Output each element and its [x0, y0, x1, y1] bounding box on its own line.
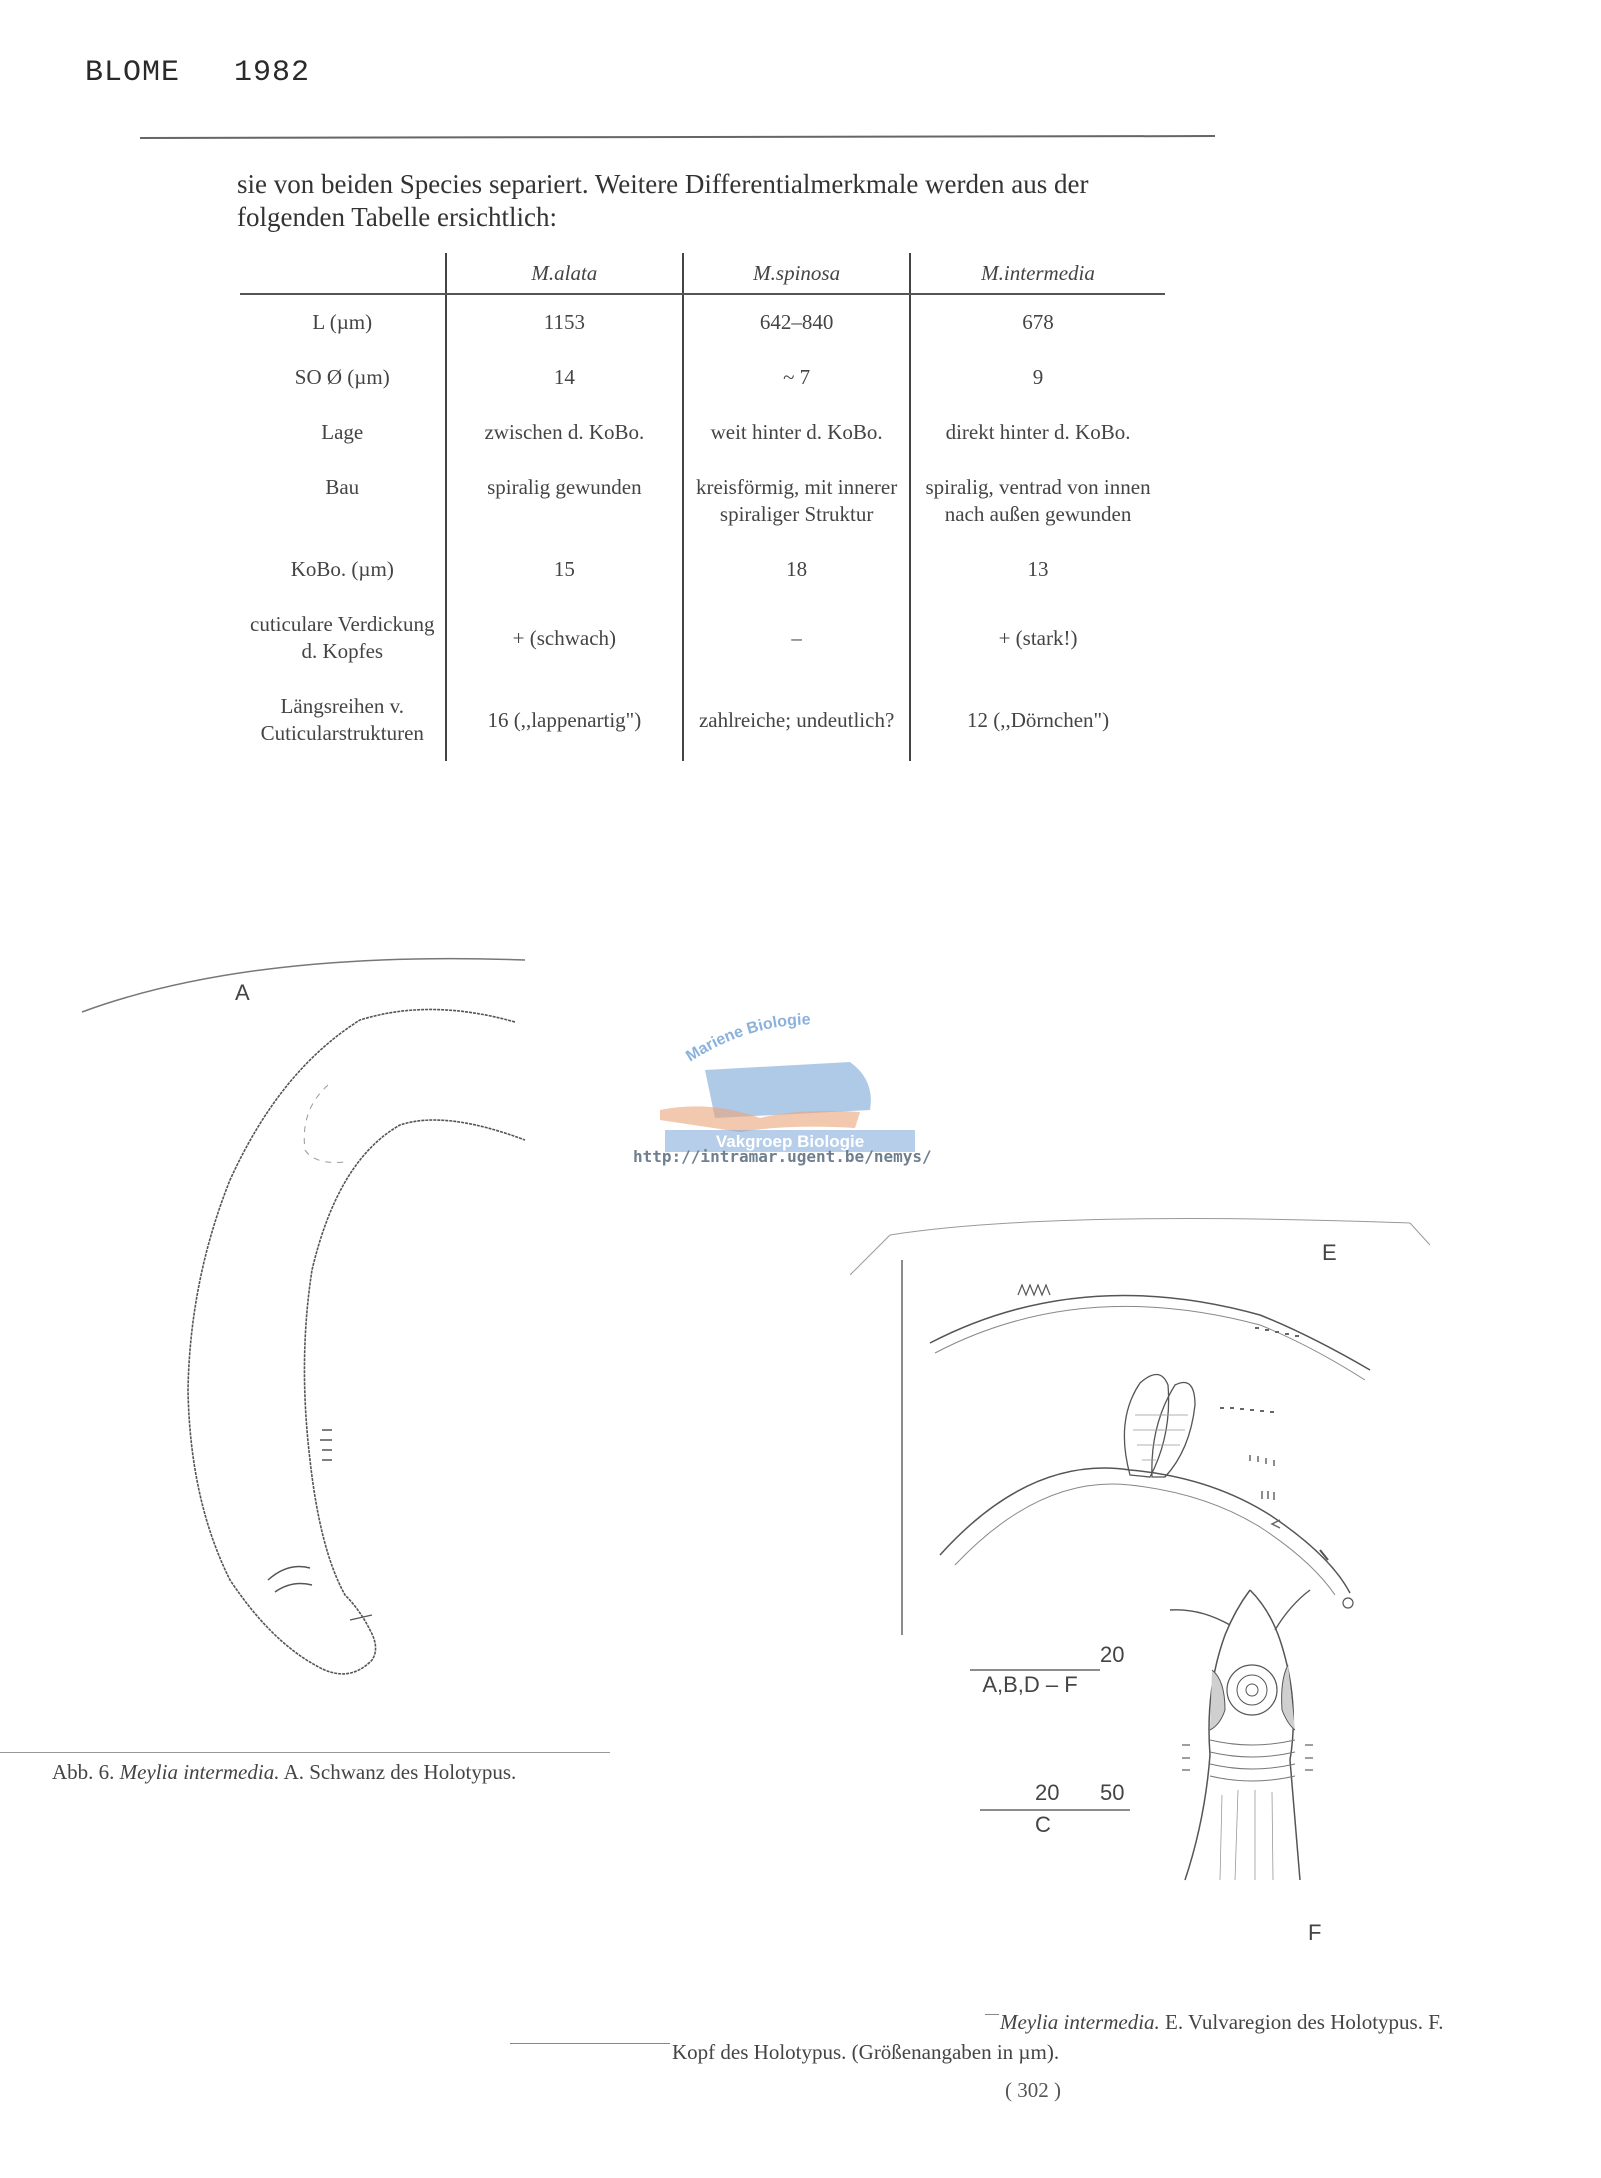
- figure-f-label: F: [1308, 1920, 1322, 1945]
- table-header-spinosa: M.spinosa: [683, 253, 910, 294]
- scale-bar-2-value-b: 50: [1100, 1780, 1125, 1805]
- scale-bars: [960, 1640, 1140, 1850]
- header-year: 1982: [234, 56, 311, 90]
- caption-species: Meylia intermedia.: [119, 1760, 280, 1784]
- table-row: [240, 542, 1165, 597]
- svg-text:Mariene Biologie: [683, 1011, 811, 1065]
- table-cell: 12 (,,Dörnchen"): [910, 679, 1165, 761]
- caption-ef-line1: E. Vulvaregion des Holotypus. F.: [1165, 2010, 1444, 2034]
- watermark-logo: [620, 1000, 960, 1170]
- table-cell: 9: [910, 350, 1165, 405]
- figure-ef-caption-line2: Kopf des Holotypus. (Größenangaben in µm).: [672, 2040, 1060, 2064]
- figure-6-caption: [52, 1760, 516, 1785]
- figure-a-label: A: [235, 980, 250, 1005]
- table-cell: direkt hinter d. KoBo.: [910, 405, 1165, 460]
- figure-e-label: E: [1322, 1240, 1337, 1265]
- header-rule: [140, 135, 1215, 139]
- table-header-row: [240, 253, 1165, 294]
- caption-ef-rule-short: [985, 2014, 999, 2015]
- table-cell: 13: [910, 542, 1165, 597]
- table-cell: 678: [910, 294, 1165, 350]
- watermark-url: http://intramar.ugent.be/nemys/: [633, 1147, 932, 1166]
- scale-bar-2-label: C: [1035, 1812, 1051, 1837]
- table-row: [240, 597, 1165, 679]
- page-number: ( 302 ): [1005, 2078, 1061, 2102]
- table-row: [240, 405, 1165, 460]
- caption-text: A. Schwanz des Holotypus.: [283, 1760, 517, 1784]
- table-cell: ~ 7: [683, 350, 910, 405]
- figure-f-head-drawing: [1130, 1580, 1390, 1950]
- table-cell: 18: [683, 542, 910, 597]
- table-cell: zwischen d. KoBo.: [446, 405, 684, 460]
- caption-prefix: Abb. 6.: [52, 1760, 115, 1784]
- table-cell: spiralig gewunden: [446, 460, 684, 542]
- table-cell: weit hinter d. KoBo.: [683, 405, 910, 460]
- table-cell: 14: [446, 350, 684, 405]
- table-cell: spiralig, ventrad von innen nach außen gewunden: [910, 460, 1165, 542]
- row-label: SO Ø (µm): [294, 365, 390, 389]
- table-cell: –: [683, 597, 910, 679]
- table-row: [240, 350, 1165, 405]
- table-header-alata: M.alata: [446, 253, 684, 294]
- scale-bar-2-value-a: 20: [1035, 1780, 1060, 1805]
- table-cell: 642–840: [683, 294, 910, 350]
- table-row: [240, 460, 1165, 542]
- row-label: L (µm): [312, 310, 373, 334]
- table-cell: kreisförmig, mit innerer spiraliger Struktur: [683, 460, 910, 542]
- row-label: Längsreihen v. Cuticularstrukturen: [260, 694, 424, 745]
- table-cell: zahlreiche; undeutlich?: [683, 679, 910, 761]
- intro-paragraph: sie von beiden Species separiert. Weitere Differentialmerkmale werden aus der folgenden Tabelle ersichtlich:: [237, 169, 1089, 232]
- row-label: cuticulare Verdickung d. Kopfes: [250, 612, 435, 663]
- scale-bar-1-value: 20: [1100, 1642, 1125, 1667]
- table-header-empty: [240, 253, 446, 294]
- row-label: Bau: [325, 475, 360, 499]
- page-header: [85, 56, 364, 90]
- table-row: [240, 679, 1165, 761]
- caption-ef-species: Meylia intermedia.: [1000, 2010, 1160, 2034]
- table-cell: 15: [446, 542, 684, 597]
- table-header-intermedia: M.intermedia: [910, 253, 1165, 294]
- table-row: [240, 294, 1165, 350]
- header-author: BLOME: [85, 56, 181, 90]
- scale-bar-1-label: A,B,D – F: [982, 1672, 1078, 1697]
- caption-ef-rule: [510, 2043, 670, 2044]
- watermark-arc-text: Mariene Biologie: [683, 1011, 811, 1066]
- watermark-bottom-text: Vakgroep Biologie: [715, 1132, 865, 1151]
- caption-rule: [0, 1752, 610, 1753]
- table-cell: 16 (,,lappenartig"): [446, 679, 684, 761]
- figure-ef-caption-line1: [1000, 2010, 1443, 2035]
- table-cell: + (schwach): [446, 597, 684, 679]
- row-label: KoBo. (µm): [290, 557, 394, 581]
- table-cell: + (stark!): [910, 597, 1165, 679]
- row-label: Lage: [321, 420, 364, 444]
- comparison-table: [240, 253, 1165, 761]
- figure-a-tail-drawing: [70, 940, 550, 1720]
- table-cell: 1153: [446, 294, 684, 350]
